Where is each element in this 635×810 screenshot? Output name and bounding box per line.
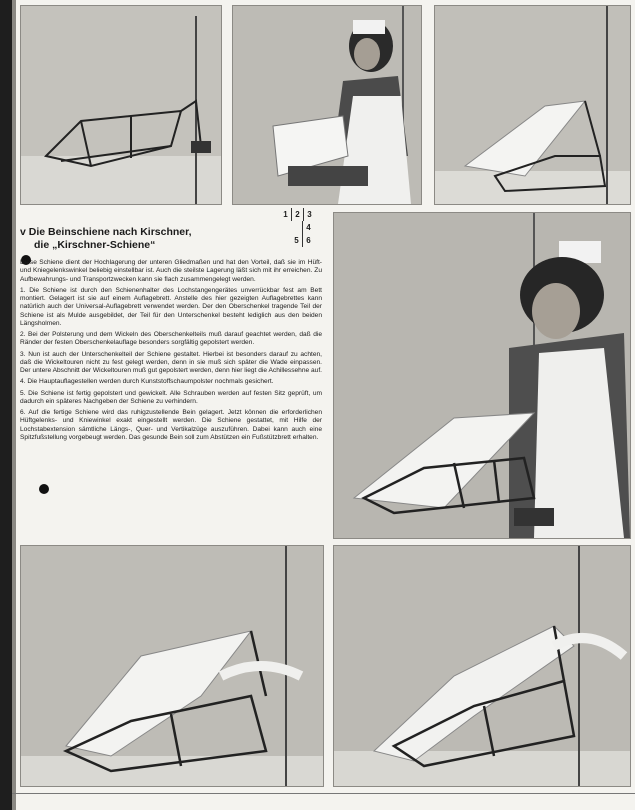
grid-ref-1: 1 (283, 210, 288, 219)
step-paragraph: 5. Die Schiene ist fertig gepolstert und gewickelt. Alle Schrauben werden auf festen Sitz geprüft, um dadurch ein späteres Nachgeben der Schiene zu verhindern. (20, 389, 322, 405)
photo-6-finished-splint (333, 545, 631, 787)
body-text (20, 259, 322, 445)
step-paragraph: 6. Auf die fertige Schiene wird das ruhigzustellende Bein gelagert. Jetzt können die erforderlichen Hüftgelenks- und Kniewinkel exakt eingestellt werden. Die Schiene gestattet, mit Hilfe der Lochstabextension sämtliche Längs-, Quer- und Vertikalzüge auszuführen. Dabei kann auch eine Spitzfußstellung vorgebeugt werden. Das gesunde Bein soll zum Abstützen ein Fußstützbrett erhalten. (20, 409, 322, 441)
grid-ref-2: 2 (291, 208, 303, 221)
step-paragraph: 2. Bei der Polsterung und dem Wickeln des Oberschenkelteils muß darauf geachtet werden, daß die Ränder der festen Oberschenkelauflage besonders sorgfältig gepolstert werden. (20, 331, 322, 347)
bullet-marker (39, 484, 49, 494)
page-binding-shadow (12, 0, 16, 810)
grid-ref-4: 4 (302, 221, 314, 234)
photo-3-padded-thigh (434, 5, 631, 205)
photo-2-nurse-padding (232, 5, 422, 205)
step-paragraph: 4. Die Hauptauflagestellen werden durch Kunststoffschaumpolster nochmals gesichert. (20, 378, 274, 386)
step-paragraph: 3. Nun ist auch der Unterschenkelteil der Schiene gestaltet. Hierbei ist besonders darauf zu achten, daß die Wickeltouren nicht zu fest gelegt werden, denn in sie muß sich später die Wade einpassen. Der untere Abschnitt der Wickeltouren muß gut gepolstert werden, denn hier liegt die Achillessehne auf. (20, 350, 323, 374)
grid-ref-6: 6 (302, 234, 314, 247)
grid-ref-3: 3 (303, 208, 315, 221)
photo-4-nurse-wrapping (333, 212, 631, 539)
step-paragraph: 1. Die Schiene ist durch den Schienenhalter des Lochstangengerätes unverrückbar fest am Bett montiert. Gelagert ist sie auf einem Auflagebrett. Anstelle des hier gezeigten Auflagebrettes kann natürlich auch der Universal-Auflagebrett verwendet werden. Der den Oberschenkel tragende Teil der Schiene ist als Mulde ausgebildet, der Teil für den Unterschenkel besteht lediglich aus den beiden Längsholmen. (20, 286, 322, 327)
section-title (20, 226, 270, 252)
page-binding-edge (0, 0, 12, 810)
intro-paragraph: Diese Schiene dient der Hochlagerung der unteren Gliedmaßen und hat den Vorteil, daß sie im Hüft- und Kniegelenkswinkel beliebig einstellbar ist. Auch die steilste Lagerung läßt sich mit ihr erreichen. Zu Aufbewahrungs- und Transportzwecken kann sie flach zusammengelegt werden. (20, 259, 322, 283)
section-title-line1: v Die Beinschiene nach Kirschner, (20, 226, 192, 238)
photo-1-splint-frame (20, 5, 222, 205)
section-title-line2: die „Kirschner-Schiene“ (34, 239, 156, 251)
grid-ref-5: 5 (294, 236, 299, 245)
photo-grid-reference (280, 208, 320, 247)
photo-5-padded-splint (20, 545, 324, 787)
page-bottom-rule (12, 793, 635, 794)
